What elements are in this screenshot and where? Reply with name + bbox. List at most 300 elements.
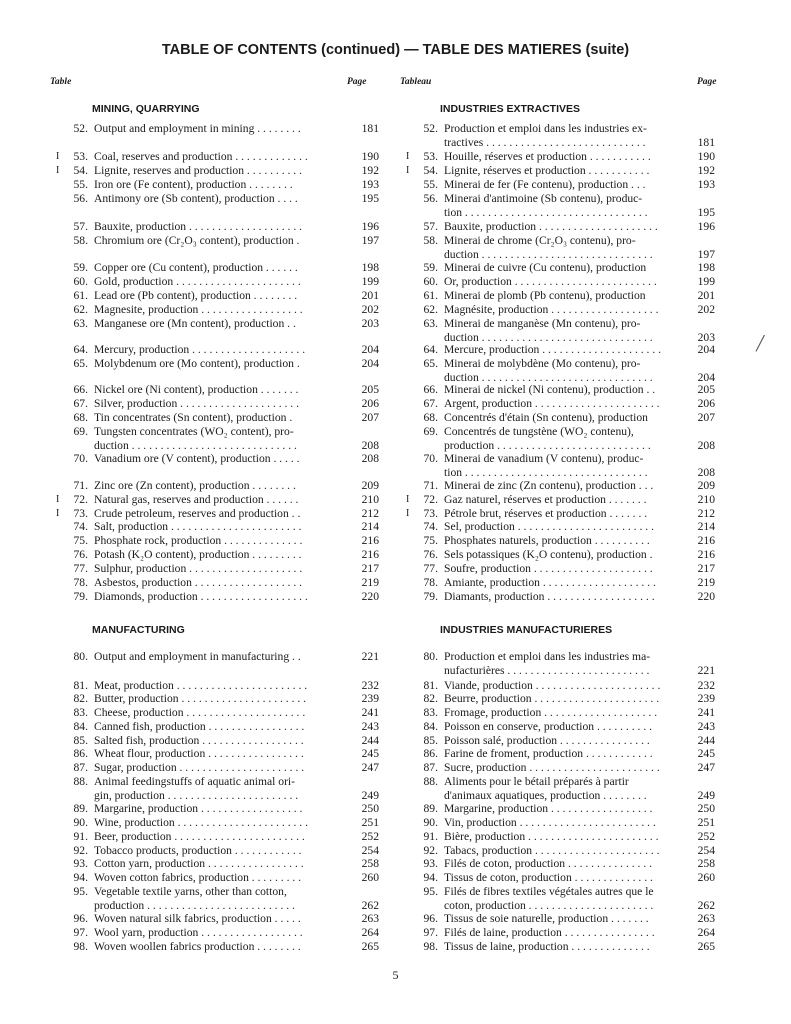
toc-entry	[48, 679, 388, 693]
page-ref: 181	[361, 122, 379, 135]
toc-entry	[398, 802, 738, 816]
entry-title	[444, 734, 689, 748]
table-number: 85.	[423, 734, 438, 747]
page-ref: 245	[697, 747, 715, 760]
entry-title	[444, 493, 689, 507]
table-number: 89.	[423, 802, 438, 815]
page-ref: 208	[697, 465, 715, 479]
table-number: 88.	[423, 775, 438, 788]
entry-title-line: gin, production . . . . . . . . . . . . . . . . . . . . . . .	[94, 788, 299, 802]
entry-title-line: Fromage, production . . . . . . . . . . . . . . . . . . . .	[444, 706, 658, 719]
page-ref: 201	[361, 289, 379, 302]
page-ref: 190	[361, 150, 379, 163]
entry-title-line: Silver, production . . . . . . . . . . . . . . . . . . . . .	[94, 397, 299, 410]
entry-title	[444, 507, 689, 521]
entry-title-line: Or, production . . . . . . . . . . . . . . . . . . . . . . . . .	[444, 275, 657, 288]
page-ref: 221	[361, 650, 379, 663]
table-number: 69.	[73, 425, 88, 438]
page-ref: 201	[697, 289, 715, 302]
page-ref: 249	[361, 788, 379, 802]
page-ref: 210	[361, 493, 379, 506]
entry-title	[444, 192, 689, 219]
right-col-head-page: Page	[697, 77, 717, 87]
entry-title	[94, 816, 339, 830]
toc-entry	[398, 164, 738, 178]
toc-entry	[398, 912, 738, 926]
toc-entry	[398, 692, 738, 706]
toc-entry	[48, 650, 388, 664]
toc-entry	[48, 234, 388, 248]
entry-title-line: Wool yarn, production . . . . . . . . . . . . . . . . . .	[94, 926, 303, 939]
page-ref: 258	[361, 857, 379, 870]
entry-title-line: Animal feedingstuffs of aquatic animal ori-	[94, 775, 296, 788]
marker-icon: I	[406, 165, 410, 176]
entry-title-line: Salted fish, production . . . . . . . . . . . . . . . . . .	[94, 734, 304, 747]
entry-title	[444, 802, 689, 816]
table-number: 55.	[423, 178, 438, 191]
entry-title	[94, 343, 339, 357]
entry-title-line: Tissus de coton, production . . . . . . . . . . . . . .	[444, 871, 653, 884]
entry-title-line: Tabacs, production . . . . . . . . . . . . . . . . . . . . . .	[444, 844, 660, 857]
table-number: 54.	[73, 164, 88, 177]
entry-title	[94, 940, 339, 954]
table-number: 60.	[73, 275, 88, 288]
entry-title-line: Phosphate rock, production . . . . . . . . . . . . . .	[94, 534, 303, 547]
table-number: 62.	[73, 303, 88, 316]
entry-title	[94, 857, 339, 871]
table-number: 80.	[73, 650, 88, 663]
entry-title-line: Natural gas, reserves and production . . . . . .	[94, 493, 299, 506]
entry-title-line: Concentrés d'étain (Sn contenu), production	[444, 411, 648, 424]
page-ref: 265	[361, 940, 379, 953]
page-ref: 208	[361, 452, 379, 465]
entry-title	[94, 706, 339, 720]
toc-entry	[48, 926, 388, 940]
toc-entry	[48, 871, 388, 885]
toc-entry	[398, 493, 738, 507]
page-ref: 181	[697, 135, 715, 149]
toc-entry	[48, 720, 388, 734]
table-number: 57.	[73, 220, 88, 233]
toc-entry	[48, 534, 388, 548]
entry-title-line: Tissus de soie naturelle, production . . . . . . .	[444, 912, 649, 925]
entry-title-line: Chromium ore (Cr₂O₃ content), production .	[94, 234, 300, 247]
entry-title-line: Lignite, réserves et production . . . . . . . . . . .	[444, 164, 650, 177]
entry-title-line: Bauxite, production . . . . . . . . . . . . . . . . . . . . .	[444, 220, 658, 233]
table-number: 70.	[73, 452, 88, 465]
table-number: 83.	[423, 706, 438, 719]
table-number: 91.	[73, 830, 88, 843]
toc-entry	[48, 122, 388, 136]
table-number: 78.	[423, 576, 438, 589]
page-ref: 262	[361, 898, 379, 912]
page-ref: 209	[361, 479, 379, 492]
toc-entry	[398, 830, 738, 844]
page-ref: 206	[361, 397, 379, 410]
table-number: 86.	[73, 747, 88, 760]
page-ref: 220	[361, 590, 379, 603]
entry-title	[94, 234, 339, 248]
page-ref: 217	[697, 562, 715, 575]
entry-title-line: Gaz naturel, réserves et production . . . . . . .	[444, 493, 647, 506]
table-number: 74.	[423, 520, 438, 533]
page-ref: 198	[361, 261, 379, 274]
entry-title-line: Woven woollen fabrics production . . . . . . . .	[94, 940, 301, 953]
page-ref: 254	[361, 844, 379, 857]
entry-title	[94, 261, 339, 275]
entry-title-line: Filés de fibres textiles végétales autres que le	[444, 885, 654, 898]
entry-title	[444, 562, 689, 576]
entry-title-line: Zinc ore (Zn content), production . . . . . . . .	[94, 479, 296, 492]
toc-entry	[48, 178, 388, 192]
entry-title-line: tion . . . . . . . . . . . . . . . . . . . . . . . . . . . . . . . .	[444, 465, 648, 479]
entry-title	[94, 520, 339, 534]
entry-title-line: Margarine, production . . . . . . . . . . . . . . . . . .	[444, 802, 653, 815]
page-ref: 247	[697, 761, 715, 774]
entry-title	[94, 576, 339, 590]
toc-entry	[48, 425, 388, 452]
toc-entry	[398, 734, 738, 748]
page-ref: 249	[697, 788, 715, 802]
toc-entry	[398, 397, 738, 411]
toc-entry	[48, 479, 388, 493]
toc-entry	[398, 940, 738, 954]
toc-entry	[48, 452, 388, 466]
table-number: 65.	[423, 357, 438, 370]
entry-title-line: Poisson salé, production . . . . . . . . . . . . . . . .	[444, 734, 650, 747]
entry-title	[94, 692, 339, 706]
entry-title-line: tion . . . . . . . . . . . . . . . . . . . . . . . . . . . . . . . .	[444, 205, 648, 219]
entry-title	[444, 761, 689, 775]
page-ref: 244	[361, 734, 379, 747]
entry-title-line: Copper ore (Cu content), production . . . . . .	[94, 261, 298, 274]
toc-entry	[48, 357, 388, 371]
entry-title-line: Magnesite, production . . . . . . . . . . . . . . . . . .	[94, 303, 303, 316]
toc-entry	[398, 679, 738, 693]
entry-title-line: Production et emploi dans les industries ex-	[444, 122, 647, 135]
entry-title-line: Poisson en conserve, production . . . . . . . . . .	[444, 720, 653, 733]
table-number: 91.	[423, 830, 438, 843]
entry-title-line: Vin, production . . . . . . . . . . . . . . . . . . . . . . . .	[444, 816, 656, 829]
table-number: 97.	[423, 926, 438, 939]
toc-entry	[398, 303, 738, 317]
page-ref: 193	[361, 178, 379, 191]
entry-title-line: Tissus de laine, production . . . . . . . . . . . . . .	[444, 940, 650, 953]
table-number: 57.	[423, 220, 438, 233]
toc-entry	[48, 912, 388, 926]
toc-entry	[398, 178, 738, 192]
page-ref: 195	[697, 205, 715, 219]
toc-entry	[398, 590, 738, 604]
page-ref: 212	[361, 507, 379, 520]
toc-entry	[48, 590, 388, 604]
entry-title-line: Butter, production . . . . . . . . . . . . . . . . . . . . . .	[94, 692, 307, 705]
table-number: 61.	[423, 289, 438, 302]
toc-entry	[48, 747, 388, 761]
entry-title	[444, 234, 689, 261]
table-number: 77.	[73, 562, 88, 575]
entry-title-line: Wheat flour, production . . . . . . . . . . . . . . . . .	[94, 747, 304, 760]
entry-title-line: Salt, production . . . . . . . . . . . . . . . . . . . . . . .	[94, 520, 302, 533]
table-number: 61.	[73, 289, 88, 302]
toc-entry	[398, 747, 738, 761]
toc-entry	[398, 534, 738, 548]
entry-title-line: Farine de froment, production . . . . . . . . . . . .	[444, 747, 653, 760]
entry-title-line: Pétrole brut, réserves et production . . . . . . .	[444, 507, 648, 520]
toc-entry	[48, 520, 388, 534]
entry-title	[444, 303, 689, 317]
table-number: 93.	[423, 857, 438, 870]
table-number: 84.	[423, 720, 438, 733]
entry-title	[94, 397, 339, 411]
entry-title	[444, 289, 689, 303]
page-ref: 196	[361, 220, 379, 233]
entry-title-line: Vegetable textile yarns, other than cotton,	[94, 885, 287, 898]
entry-title	[444, 150, 689, 164]
section-manufacturing-fr: INDUSTRIES MANUFACTURIERES	[440, 624, 613, 636]
entry-title	[444, 775, 689, 802]
entry-title	[444, 164, 689, 178]
toc-entry	[48, 940, 388, 954]
section-manufacturing-en: MANUFACTURING	[92, 624, 185, 636]
table-number: 70.	[423, 452, 438, 465]
page-ref: 239	[697, 692, 715, 705]
table-number: 72.	[423, 493, 438, 506]
page-ref: 264	[697, 926, 715, 939]
page-ref: 193	[697, 178, 715, 191]
entry-title	[444, 885, 689, 912]
entry-title	[94, 871, 339, 885]
entry-title	[94, 289, 339, 303]
toc-entry	[398, 871, 738, 885]
entry-title	[94, 452, 339, 466]
toc-entry	[48, 692, 388, 706]
entry-title	[444, 926, 689, 940]
page-ref: 258	[697, 857, 715, 870]
table-number: 94.	[423, 871, 438, 884]
page-ref: 202	[361, 303, 379, 316]
toc-entry	[48, 383, 388, 397]
toc-entry	[398, 844, 738, 858]
entry-title	[94, 734, 339, 748]
toc-entry	[48, 411, 388, 425]
toc-entry	[398, 720, 738, 734]
table-number: 77.	[423, 562, 438, 575]
entry-title	[94, 679, 339, 693]
marker-icon: I	[56, 508, 60, 519]
entry-title	[94, 912, 339, 926]
entry-title	[444, 844, 689, 858]
entry-title-line: Margarine, production . . . . . . . . . . . . . . . . . .	[94, 802, 303, 815]
entry-title-line: Argent, production . . . . . . . . . . . . . . . . . . . . . .	[444, 397, 660, 410]
table-number: 78.	[73, 576, 88, 589]
table-number: 66.	[73, 383, 88, 396]
entry-title	[94, 534, 339, 548]
page-ref: 254	[697, 844, 715, 857]
page-ref: 202	[697, 303, 715, 316]
entry-title	[444, 520, 689, 534]
page-ref: 204	[697, 370, 715, 384]
page-ref: 241	[361, 706, 379, 719]
entry-title-line: Diamants, production . . . . . . . . . . . . . . . . . . .	[444, 590, 655, 603]
entry-title	[94, 303, 339, 317]
entry-title	[444, 317, 689, 344]
page-ref: 216	[361, 534, 379, 547]
marker-icon: I	[56, 494, 60, 505]
toc-entry	[398, 650, 738, 677]
page-ref: 208	[361, 438, 379, 452]
entry-title-line: Soufre, production . . . . . . . . . . . . . . . . . . . . .	[444, 562, 653, 575]
table-number: 95.	[73, 885, 88, 898]
entry-title	[444, 706, 689, 720]
page-ref: 260	[697, 871, 715, 884]
entry-title	[444, 397, 689, 411]
entry-title	[94, 802, 339, 816]
table-number: 96.	[423, 912, 438, 925]
page-ref: 196	[697, 220, 715, 233]
entry-title	[94, 562, 339, 576]
entry-title-line: Phosphates naturels, production . . . . . . . . . .	[444, 534, 650, 547]
table-number: 58.	[423, 234, 438, 247]
right-col-head-table: Tableau	[400, 77, 432, 87]
entry-title	[94, 150, 339, 164]
entry-title	[444, 720, 689, 734]
table-number: 90.	[73, 816, 88, 829]
page-ref: 195	[361, 192, 379, 205]
page-ref: 192	[697, 164, 715, 177]
marker-icon: I	[406, 151, 410, 162]
entry-title	[94, 493, 339, 507]
toc-entry	[48, 220, 388, 234]
entry-title-line: Woven natural silk fabrics, production . . . . .	[94, 912, 301, 925]
toc-entry	[398, 520, 738, 534]
page-ref: 208	[697, 438, 715, 452]
entry-title	[94, 830, 339, 844]
table-number: 75.	[73, 534, 88, 547]
toc-entry	[48, 192, 388, 206]
entry-title-line: Minerai de cuivre (Cu contenu), production	[444, 261, 647, 274]
table-number: 79.	[423, 590, 438, 603]
table-number: 85.	[73, 734, 88, 747]
page-ref: 199	[361, 275, 379, 288]
section-mining-en: MINING, QUARRYING	[92, 103, 200, 115]
entry-title-line: Cheese, production . . . . . . . . . . . . . . . . . . . . .	[94, 706, 306, 719]
entry-title-line: Concentrés de tungstène (WO₂ contenu),	[444, 425, 634, 438]
table-number: 53.	[423, 150, 438, 163]
entry-title-line: Tin concentrates (Sn content), production .	[94, 411, 293, 424]
entry-title-line: Output and employment in mining . . . . . . . .	[94, 122, 301, 135]
entry-title-line: Filés de laine, production . . . . . . . . . . . . . . . .	[444, 926, 655, 939]
entry-title	[444, 871, 689, 885]
entry-title	[444, 692, 689, 706]
entry-title	[444, 220, 689, 234]
toc-entry	[398, 383, 738, 397]
toc-entry	[398, 706, 738, 720]
entry-title-line: Diamonds, production . . . . . . . . . . . . . . . . . . .	[94, 590, 308, 603]
entry-title-line: Canned fish, production . . . . . . . . . . . . . . . . .	[94, 720, 305, 733]
page-ref: 197	[361, 234, 379, 247]
toc-entry	[48, 562, 388, 576]
page-ref: 204	[697, 343, 715, 356]
entry-title-line: Iron ore (Fe content), production . . . . . . . .	[94, 178, 293, 191]
entry-title-line: Sels potassiques (K₂O contenu), production .	[444, 548, 653, 561]
toc-entry	[48, 802, 388, 816]
entry-title-line: Manganese ore (Mn content), production . .	[94, 317, 296, 330]
entry-title	[94, 357, 339, 371]
table-number: 58.	[73, 234, 88, 247]
toc-entry	[398, 576, 738, 590]
page-ref: 262	[697, 898, 715, 912]
entry-title-line: Vanadium ore (V content), production . . . . .	[94, 452, 300, 465]
page-ref: 205	[361, 383, 379, 396]
toc-entry	[48, 830, 388, 844]
toc-entry	[398, 926, 738, 940]
toc-entry	[48, 548, 388, 562]
toc-entry	[398, 289, 738, 303]
entry-title-line: Aliments pour le bétail préparés à partir	[444, 775, 629, 788]
table-number: 97.	[73, 926, 88, 939]
toc-entry	[48, 275, 388, 289]
page-ref: 263	[361, 912, 379, 925]
toc-entry	[398, 192, 738, 219]
table-number: 92.	[423, 844, 438, 857]
table-number: 63.	[73, 317, 88, 330]
toc-entry	[48, 885, 388, 912]
entry-title-line: production . . . . . . . . . . . . . . . . . . . . . . . . . . .	[444, 438, 651, 452]
table-number: 67.	[73, 397, 88, 410]
page-ref: 192	[361, 164, 379, 177]
table-number: 84.	[73, 720, 88, 733]
entry-title-line: Magnésite, production . . . . . . . . . . . . . . . . . . .	[444, 303, 659, 316]
entry-title	[94, 775, 339, 802]
toc-entry	[48, 303, 388, 317]
table-number: 96.	[73, 912, 88, 925]
toc-entry	[398, 357, 738, 384]
toc-entry	[398, 234, 738, 261]
page-ref: 205	[697, 383, 715, 396]
entry-title	[444, 590, 689, 604]
entry-title	[444, 411, 689, 425]
table-number: 76.	[423, 548, 438, 561]
toc-entry	[48, 397, 388, 411]
entry-title-line: Tobacco products, production . . . . . . . . . . . .	[94, 844, 302, 857]
page-ref: 243	[361, 720, 379, 733]
page-ref: 216	[361, 548, 379, 561]
toc-entry	[398, 411, 738, 425]
entry-title-line: Viande, production . . . . . . . . . . . . . . . . . . . . . .	[444, 679, 661, 692]
table-number: 86.	[423, 747, 438, 760]
entry-title	[94, 885, 339, 912]
entry-title-line: d'animaux aquatiques, production . . . . . . . .	[444, 788, 647, 802]
entry-title-line: Minerai d'antimoine (Sb contenu), produc-	[444, 192, 643, 205]
entry-title	[94, 590, 339, 604]
entry-title-line: Asbestos, production . . . . . . . . . . . . . . . . . . .	[94, 576, 303, 589]
table-number: 73.	[423, 507, 438, 520]
page-ref: 232	[361, 679, 379, 692]
entry-title-line: Beer, production . . . . . . . . . . . . . . . . . . . . . . .	[94, 830, 305, 843]
toc-entry	[398, 275, 738, 289]
entry-title-line: Sugar, production . . . . . . . . . . . . . . . . . . . . . .	[94, 761, 305, 774]
entry-title	[94, 411, 339, 425]
entry-title-line: Bière, production . . . . . . . . . . . . . . . . . . . . . . .	[444, 830, 659, 843]
margin-mark: ╱	[756, 337, 765, 352]
entry-title-line: Tungsten concentrates (WO₂ content), pro-	[94, 425, 294, 438]
page-ref: 206	[697, 397, 715, 410]
table-number: 65.	[73, 357, 88, 370]
entry-title	[444, 548, 689, 562]
toc-entry	[398, 761, 738, 775]
toc-entry	[398, 343, 738, 357]
